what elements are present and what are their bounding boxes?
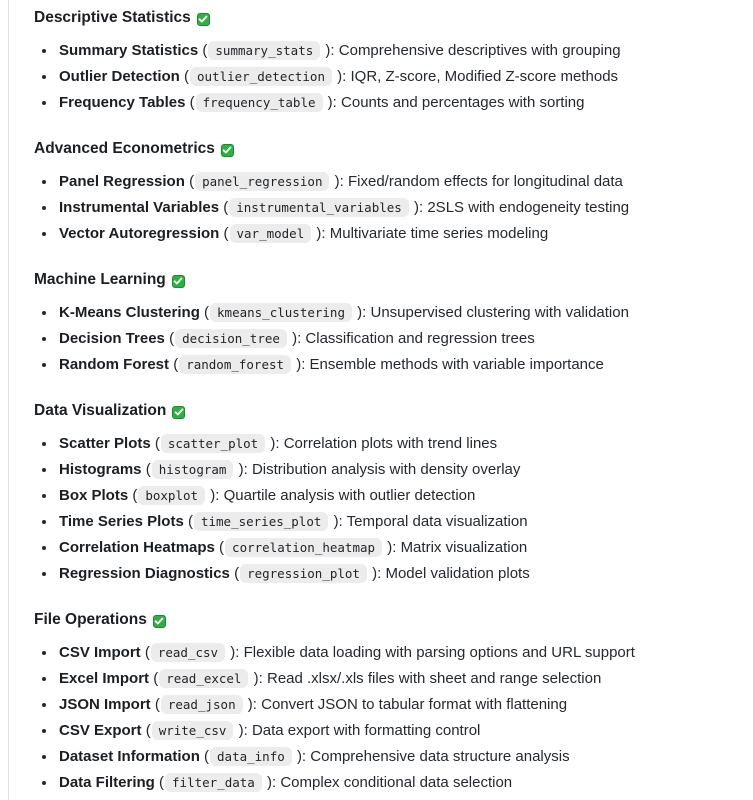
- section-title-text: Machine Learning: [34, 271, 166, 288]
- close-paren-colon: ):: [327, 94, 337, 111]
- check-mark-icon: [221, 144, 234, 157]
- feature-name: Frequency Tables: [59, 94, 186, 111]
- close-paren-colon: ):: [296, 356, 306, 373]
- feature-section: [34, 138, 733, 247]
- feature-description: Temporal data visualization: [346, 513, 528, 530]
- feature-item: [57, 483, 733, 509]
- feature-code: correlation_heatmap: [225, 538, 382, 557]
- section-title: [34, 609, 733, 631]
- feature-code: outlier_detection: [190, 67, 332, 86]
- section-title-text: File Operations: [34, 611, 147, 628]
- feature-section: [34, 609, 733, 796]
- section-title: [34, 138, 733, 160]
- feature-code: write_csv: [152, 721, 234, 740]
- open-paren: (: [223, 199, 229, 216]
- open-paren: (: [189, 173, 195, 190]
- feature-list: [34, 640, 733, 796]
- feature-name: Box Plots: [59, 487, 129, 504]
- feature-item: [57, 38, 733, 64]
- open-paren: (: [169, 330, 175, 347]
- check-mark-icon: [197, 13, 210, 26]
- feature-name: Data Filtering: [59, 774, 155, 791]
- feature-code: panel_regression: [195, 172, 329, 191]
- feature-code: random_forest: [179, 355, 291, 374]
- open-paren: (: [144, 644, 150, 661]
- feature-code: kmeans_clustering: [210, 303, 352, 322]
- close-paren-colon: ):: [296, 748, 307, 765]
- open-paren: (: [173, 356, 179, 373]
- close-paren-colon: ):: [253, 670, 263, 687]
- feature-description: Matrix visualization: [400, 539, 528, 556]
- close-paren-colon: ):: [210, 487, 220, 504]
- open-paren: (: [159, 774, 165, 791]
- feature-description: Read .xlsx/.xls files with sheet and range selection: [266, 670, 602, 687]
- close-paren-colon: ):: [247, 696, 257, 713]
- feature-description: Complex conditional data selection: [280, 774, 513, 791]
- feature-code: var_model: [230, 224, 312, 243]
- feature-name: Histograms: [59, 461, 142, 478]
- feature-name: K-Means Clustering: [59, 304, 200, 321]
- open-paren: (: [184, 68, 190, 85]
- feature-name: Outlier Detection: [59, 68, 180, 85]
- feature-list: [34, 38, 733, 116]
- feature-description: 2SLS with endogeneity testing: [427, 199, 630, 216]
- feature-name: JSON Import: [59, 696, 151, 713]
- close-paren-colon: ):: [267, 774, 277, 791]
- feature-item: [57, 431, 733, 457]
- feature-code: filter_data: [165, 773, 262, 792]
- feature-description: Fixed/random effects for longitudinal data: [348, 173, 623, 190]
- feature-code: regression_plot: [240, 564, 367, 583]
- feature-description: Convert JSON to tabular format with flattening: [261, 696, 568, 713]
- feature-name: CSV Export: [59, 722, 142, 739]
- open-paren: (: [204, 748, 210, 765]
- feature-description: Distribution analysis with density overlay: [251, 461, 521, 478]
- section-title-text: Advanced Econometrics: [34, 140, 215, 157]
- close-paren-colon: ):: [292, 330, 302, 347]
- feature-name: Random Forest: [59, 356, 170, 373]
- close-paren-colon: ):: [316, 225, 326, 242]
- feature-item: [57, 666, 733, 692]
- open-paren: (: [145, 722, 151, 739]
- feature-item: [57, 352, 733, 378]
- feature-item: [57, 326, 733, 352]
- check-mark-icon: [153, 615, 166, 628]
- feature-item: [57, 640, 733, 666]
- feature-name: CSV Import: [59, 644, 141, 661]
- open-paren: (: [189, 94, 195, 111]
- feature-code: boxplot: [138, 486, 205, 505]
- feature-name: Dataset Information: [59, 748, 200, 765]
- feature-item: [57, 90, 733, 116]
- feature-name: Scatter Plots: [59, 435, 151, 452]
- feature-description: Comprehensive data structure analysis: [310, 748, 570, 765]
- feature-code: scatter_plot: [161, 434, 265, 453]
- feature-name: Instrumental Variables: [59, 199, 220, 216]
- feature-code: decision_tree: [175, 329, 287, 348]
- feature-section: [34, 400, 733, 587]
- feature-list: [34, 431, 733, 587]
- feature-name: Excel Import: [59, 670, 150, 687]
- feature-description: IQR, Z-score, Modified Z-score methods: [350, 68, 619, 85]
- feature-name: Decision Trees: [59, 330, 165, 347]
- feature-item: [57, 535, 733, 561]
- close-paren-colon: ):: [333, 513, 343, 530]
- close-paren-colon: ):: [325, 42, 335, 59]
- close-paren-colon: ):: [230, 644, 240, 661]
- open-paren: (: [219, 539, 225, 556]
- feature-description: Model validation plots: [385, 565, 530, 582]
- close-paren-colon: ):: [334, 173, 344, 190]
- feature-description: Comprehensive descriptives with grouping: [338, 42, 621, 59]
- close-paren-colon: ):: [414, 199, 424, 216]
- section-title-text: Descriptive Statistics: [34, 9, 191, 26]
- feature-item: [57, 692, 733, 718]
- section-title: [34, 7, 733, 29]
- feature-description: Multivariate time series modeling: [329, 225, 549, 242]
- close-paren-colon: ):: [387, 539, 397, 556]
- feature-name: Panel Regression: [59, 173, 185, 190]
- close-paren-colon: ):: [372, 565, 382, 582]
- feature-item: [57, 770, 733, 796]
- feature-list: [34, 300, 733, 378]
- feature-code: time_series_plot: [194, 512, 328, 531]
- open-paren: (: [132, 487, 138, 504]
- section-title: [34, 269, 733, 291]
- feature-description: Correlation plots with trend lines: [283, 435, 498, 452]
- feature-item: [57, 457, 733, 483]
- feature-code: summary_stats: [208, 41, 320, 60]
- feature-item: [57, 169, 733, 195]
- feature-code: histogram: [152, 460, 234, 479]
- open-paren: (: [154, 435, 160, 452]
- feature-code: read_json: [161, 695, 243, 714]
- feature-name: Correlation Heatmaps: [59, 539, 215, 556]
- feature-description: Quartile analysis with outlier detection: [223, 487, 476, 504]
- feature-description: Data export with formatting control: [251, 722, 481, 739]
- open-paren: (: [154, 696, 160, 713]
- feature-section: [34, 269, 733, 378]
- feature-item: [57, 744, 733, 770]
- feature-code: read_csv: [151, 643, 225, 662]
- close-paren-colon: ):: [238, 461, 248, 478]
- feature-description: Ensemble methods with variable importance: [309, 356, 604, 373]
- open-paren: (: [153, 670, 159, 687]
- feature-item: [57, 561, 733, 587]
- feature-item: [57, 300, 733, 326]
- feature-code: frequency_table: [196, 93, 323, 112]
- feature-code: instrumental_variables: [229, 198, 409, 217]
- open-paren: (: [202, 42, 208, 59]
- feature-code: read_excel: [159, 669, 248, 688]
- feature-description: Counts and percentages with sorting: [341, 94, 585, 111]
- feature-name: Regression Diagnostics: [59, 565, 230, 582]
- open-paren: (: [145, 461, 151, 478]
- feature-name: Time Series Plots: [59, 513, 184, 530]
- feature-name: Summary Statistics: [59, 42, 199, 59]
- close-paren-colon: ):: [238, 722, 248, 739]
- section-title-text: Data Visualization: [34, 402, 167, 419]
- close-paren-colon: ):: [270, 435, 280, 452]
- open-paren: (: [223, 225, 229, 242]
- feature-description: Flexible data loading with parsing options and URL support: [243, 644, 635, 661]
- close-paren-colon: ):: [337, 68, 347, 85]
- section-title: [34, 400, 733, 422]
- feature-name: Vector Autoregression: [59, 225, 220, 242]
- feature-item: [57, 195, 733, 221]
- feature-item: [57, 64, 733, 90]
- feature-section: [34, 7, 733, 116]
- feature-list: [34, 169, 733, 247]
- feature-item: [57, 221, 733, 247]
- close-paren-colon: ):: [357, 304, 367, 321]
- left-rule: [8, 0, 9, 800]
- check-mark-icon: [172, 406, 185, 419]
- feature-description: Unsupervised clustering with validation: [370, 304, 629, 321]
- feature-description: Classification and regression trees: [305, 330, 535, 347]
- open-paren: (: [187, 513, 193, 530]
- check-mark-icon: [172, 275, 185, 288]
- feature-item: [57, 718, 733, 744]
- open-paren: (: [204, 304, 210, 321]
- feature-item: [57, 509, 733, 535]
- open-paren: (: [234, 565, 240, 582]
- feature-code: data_info: [210, 747, 292, 766]
